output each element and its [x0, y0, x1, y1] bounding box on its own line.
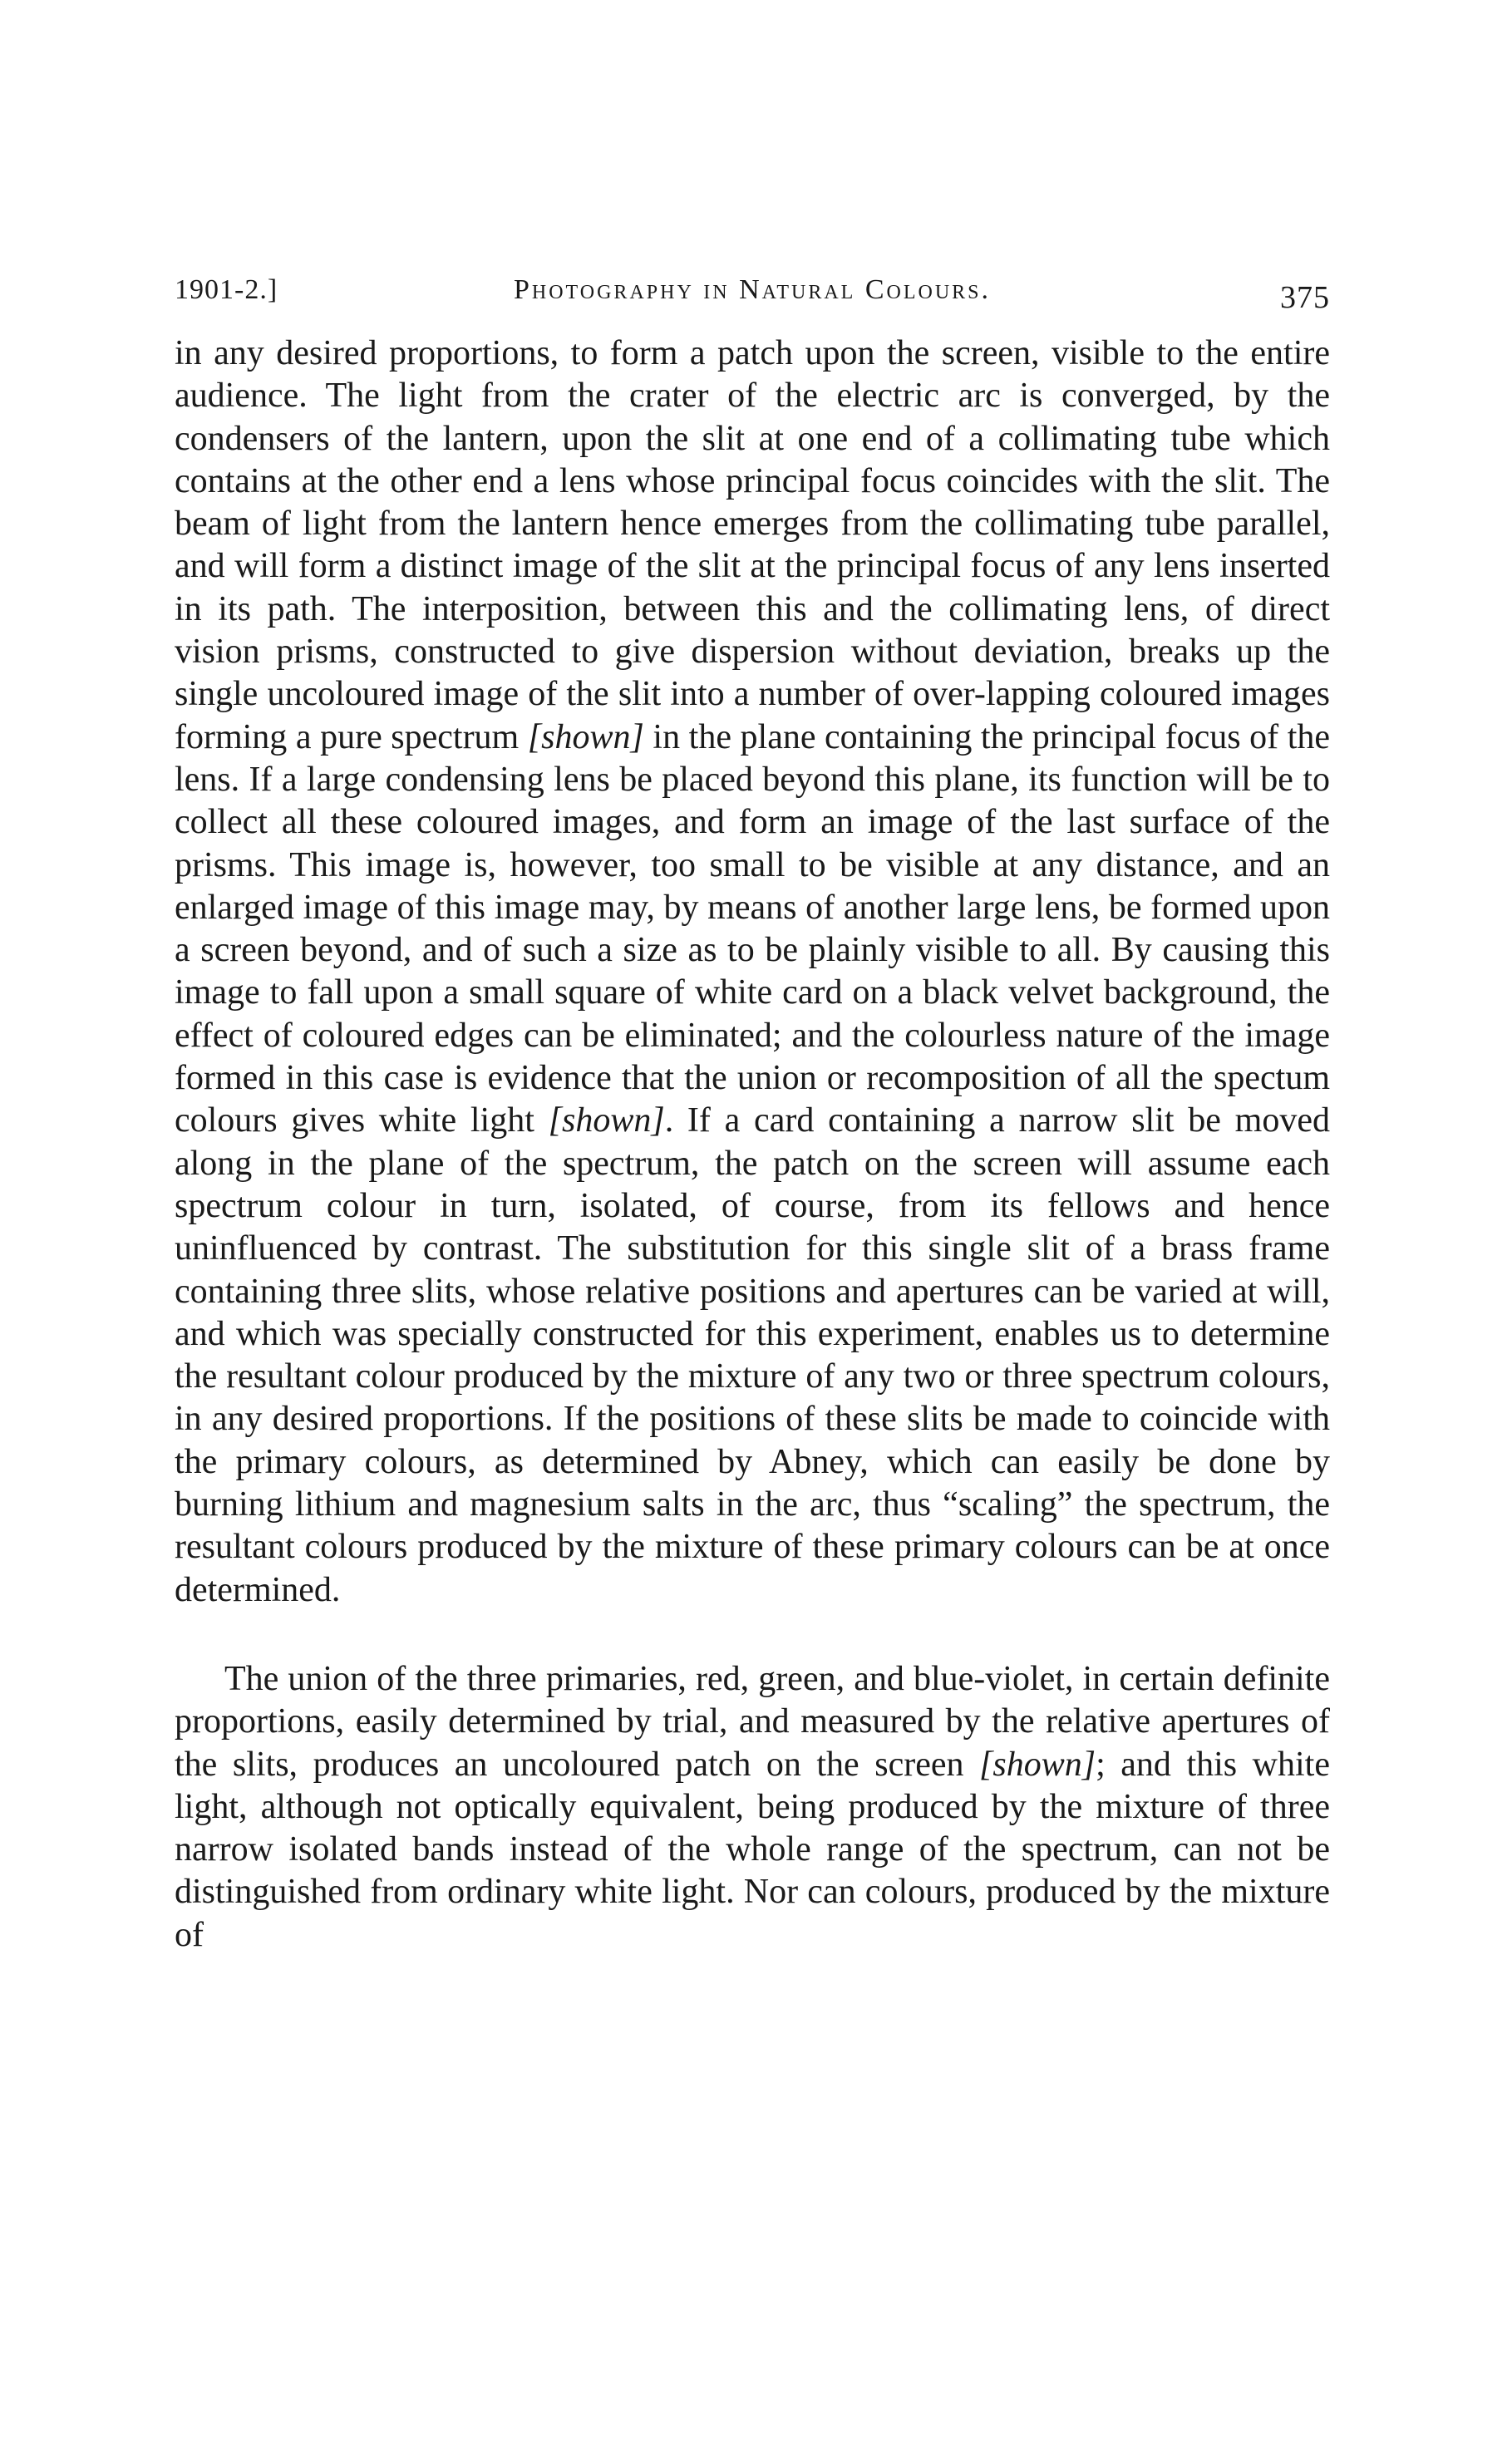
paragraph-1: [175, 332, 1330, 1612]
paragraph-1-part-3: . If a card containing a narrow slit be moved along in the plane of the spectrum, the patch on the screen will assume each spectrum colour in turn, isolated, of course, from its fellows and hence uninfluenced by contrast. The substitution for this single slit of a brass frame containing three slits, whose relative positions and apertures can be varied at will, and which was specially constructed for this experiment, enables us to determine the resultant colour produced by the mixture of any two or three spectrum colours, in any desired proportions. If the positions of these slits be made to coincide with the primary colours, as determined by Abney, which can easily be done by burning lithium and magnesium salts in the arc, thus “scaling” the spectrum, the resultant colours produced by the mixture of these primary colours can be at once determined.: [175, 1101, 1330, 1609]
shown-annotation-1: [shown]: [527, 717, 644, 756]
paragraph-2: [175, 1658, 1330, 1957]
paragraph-1-part-1: in any desired proportions, to form a patch upon the screen, visible to the entire audience. The light from the crater of the electric arc is converged, by the condensers of the lantern, upon the slit at one end of a collimating tube which contains at the other end a lens whose principal focus coincides with the slit. The beam of light from the lantern hence emerges from the collimating tube parallel, and will form a distinct image of the slit at the principal focus of any lens inserted in its path. The interposition, between this and the collimating lens, of direct vision prisms, constructed to give dispersion without deviation, breaks up the single uncoloured image of the slit into a number of over-lapping coloured images forming a pure spectrum: [175, 334, 1330, 756]
paragraph-2-part-1: The union of the three primaries, red, green, and blue-violet, in certain definite proportions, easily determined by trial, and measured by the relative apertures of the slits, produces an uncoloured patch on the screen: [175, 1659, 1330, 1784]
paragraph-1-part-2: in the plane containing the principal focus of the lens. If a large condensing lens be placed beyond this plane, its function will be to collect all these coloured images, and form an image of the last surface of the prisms. This image is, however, too small to be visible at any distance, and an enlarged image of this image may, by means of another large lens, be formed upon a screen beyond, and of such a size as to be plainly visible to all. By causing this image to fall upon a small square of white card on a black velvet background, the effect of coloured edges can be eliminated; and the colourless nature of the image formed in this case is evidence that the union or recomposition of all the spectum colours gives white light: [175, 717, 1330, 1140]
book-page: [175, 274, 1330, 1957]
running-head: [175, 274, 1330, 332]
shown-annotation-3: [shown]: [979, 1745, 1096, 1784]
volume-year: 1901-2.]: [175, 274, 278, 305]
page-number: 375: [1280, 280, 1330, 315]
running-title: Photography in Natural Colours.: [513, 274, 992, 305]
shown-annotation-2: [shown]: [548, 1101, 665, 1140]
body-text: [175, 332, 1330, 1957]
paragraph-2-part-2: ; and this white light, although not optically equivalent, being produced by the mixture of three narrow isolated bands instead of the whole range of the spectrum, can not be distinguished from ordinary white light. Nor can colours, produced by the mixture of: [175, 1745, 1330, 1954]
